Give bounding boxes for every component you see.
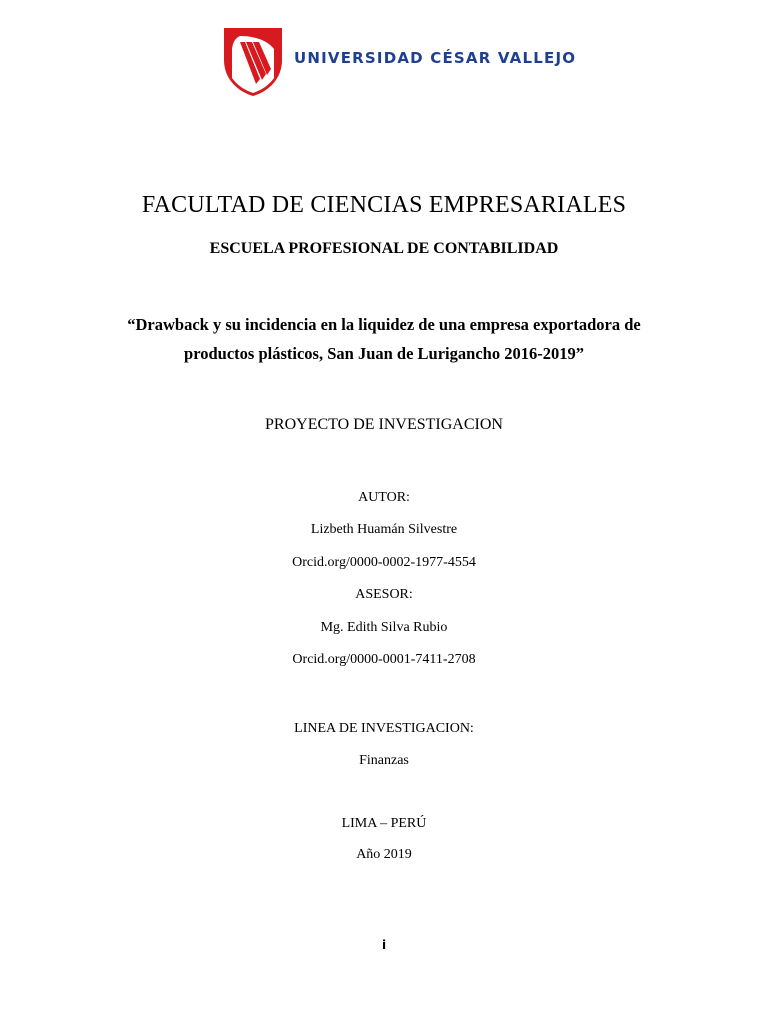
university-header [222, 26, 582, 98]
university-name: UNIVERSIDAD CÉSAR VALLEJO [294, 49, 577, 67]
project-type: PROYECTO DE INVESTIGACION [265, 416, 503, 433]
author-orcid: Orcid.org/0000-0002-1977-4554 [292, 555, 476, 570]
faculty-title: FACULTAD DE CIENCIAS EMPRESARIALES [141, 192, 627, 218]
author-name: Lizbeth Huamán Silvestre [310, 522, 458, 537]
advisor-name: Mg. Edith Silva Rubio [320, 620, 448, 635]
research-line-label: LINEA DE INVESTIGACION: [294, 721, 474, 736]
page-number: i [381, 938, 387, 952]
thesis-title-line-1: “Drawback y su incidencia en la liquidez de una empresa exportadora de [127, 315, 641, 334]
thesis-title-line-2: productos plásticos, San Juan de Lurigancho 2016-2019” [184, 344, 584, 363]
research-line-value: Finanzas [359, 753, 409, 768]
university-shield-logo-icon [222, 26, 284, 98]
year: Año 2019 [356, 847, 412, 862]
school-title: ESCUELA PROFESIONAL DE CONTABILIDAD [209, 240, 559, 257]
advisor-label: ASESOR: [355, 587, 413, 602]
place: LIMA – PERÚ [341, 816, 427, 831]
author-label: AUTOR: [358, 490, 410, 505]
advisor-orcid: Orcid.org/0000-0001-7411-2708 [292, 652, 476, 667]
